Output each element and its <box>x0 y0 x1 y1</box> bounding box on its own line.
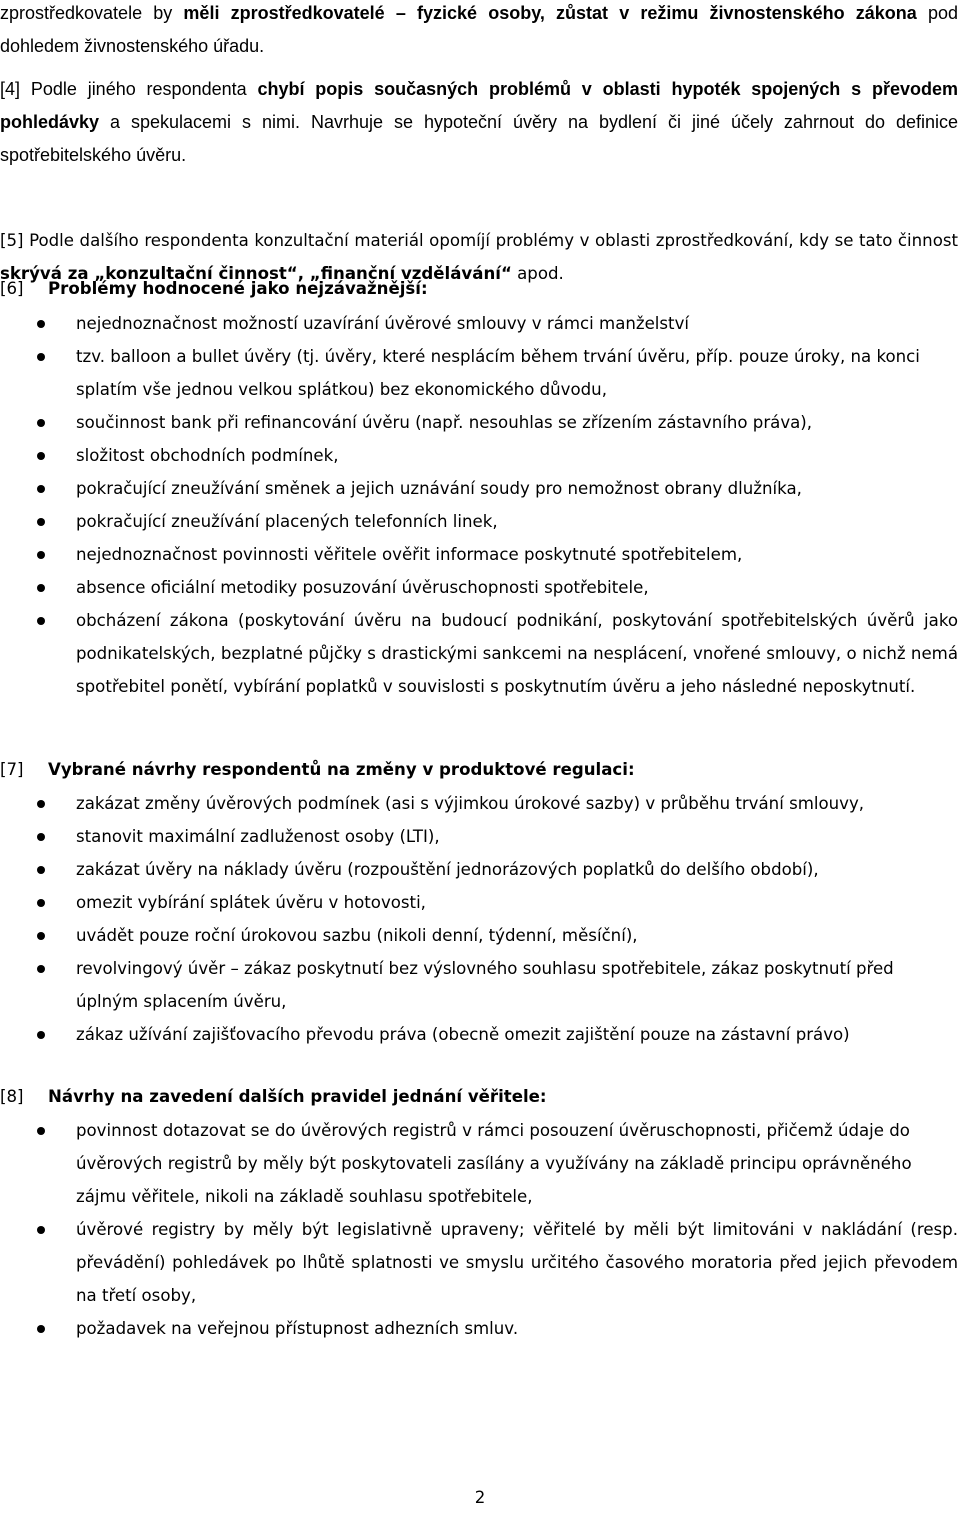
bullet-icon <box>37 1325 45 1333</box>
section-title: Vybrané návrhy respondentů na změny v produktové regulaci: <box>48 760 635 779</box>
paragraph-continuation <box>0 0 958 63</box>
section-number: [6] <box>0 279 24 298</box>
list-item-text: zákaz užívání zajišťovacího převodu práva (obecně omezit zajištění pouze na zástavní právo) <box>76 1025 850 1044</box>
list-item-text: nejednoznačnost povinnosti věřitele ověřit informace poskytnuté spotřebitelem, <box>76 545 743 564</box>
list-item <box>0 853 958 886</box>
bullet-icon <box>37 518 45 526</box>
bullet-icon <box>37 419 45 427</box>
list-item <box>0 1114 958 1213</box>
list-item <box>0 505 958 538</box>
list-item-text: povinnost dotazovat se do úvěrových registrů v rámci posouzení úvěruschopnosti, přičemž údaje do úvěrových registrů by měly být poskytovateli zasílány a využívány na základě principu oprávněného zájmu věřitele, nikoli na základě souhlasu spotřebitele, <box>76 1121 912 1206</box>
text-run: [4] Podle jiného respondenta <box>0 79 258 99</box>
list-item <box>0 820 958 853</box>
list-item <box>0 472 958 505</box>
list-item <box>0 952 958 1018</box>
list-item-text: požadavek na veřejnou přístupnost adhezních smluv. <box>76 1319 519 1338</box>
list-item <box>0 538 958 571</box>
list-item <box>0 439 958 472</box>
bold-text-run: měli zprostředkovatelé – fyzické osoby, zůstat v režimu živnostenského zákona <box>183 3 917 23</box>
bullet-icon <box>37 353 45 361</box>
list-item <box>0 1018 958 1051</box>
section-8-list <box>0 1114 958 1345</box>
section-title: Návrhy na zavedení dalších pravidel jednání věřitele: <box>48 1087 547 1106</box>
list-item-text: složitost obchodních podmínek, <box>76 446 339 465</box>
section-6-list <box>0 307 958 703</box>
bullet-icon <box>37 452 45 460</box>
list-item <box>0 406 958 439</box>
page-number: 2 <box>474 1488 486 1507</box>
list-item <box>0 919 958 952</box>
section-number: [8] <box>0 1087 24 1106</box>
bullet-icon <box>37 866 45 874</box>
list-item-text: uvádět pouze roční úrokovou sazbu (nikoli denní, týdenní, měsíční), <box>76 926 638 945</box>
list-item-text: stanovit maximální zadluženost osoby (LTI), <box>76 827 440 846</box>
text-run: apod. <box>511 264 564 283</box>
section-title: Problémy hodnocené jako nejzávažnější: <box>48 279 428 298</box>
bullet-icon <box>37 551 45 559</box>
list-item-text: pokračující zneužívání placených telefonních linek, <box>76 512 498 531</box>
list-item <box>0 1213 958 1312</box>
text-run: [5] Podle dalšího respondenta konzultační materiál opomíjí problémy v oblasti zprostředkování, kdy se tato činnost <box>0 231 958 250</box>
section-7-list <box>0 787 958 1051</box>
bullet-icon <box>37 320 45 328</box>
list-item-text: absence oficiální metodiky posuzování úvěruschopnosti spotřebitele, <box>76 578 649 597</box>
list-item-text: tzv. balloon a bullet úvěry (tj. úvěry, které nesplácím během trvání úvěru, příp. pouze úroky, na konci splatím vše jednou velkou splátkou) bez ekonomického důvodu, <box>76 347 920 399</box>
bullet-icon <box>37 584 45 592</box>
bullet-icon <box>37 965 45 973</box>
bullet-icon <box>37 899 45 907</box>
bullet-icon <box>37 617 45 625</box>
list-item-text: revolvingový úvěr – zákaz poskytnutí bez výslovného souhlasu spotřebitele, zákaz poskytnutí před úplným splacením úvěru, <box>76 959 894 1011</box>
list-item-text: omezit vybírání splátek úvěru v hotovosti, <box>76 893 426 912</box>
list-item <box>0 307 958 340</box>
bullet-icon <box>37 833 45 841</box>
list-item-text: nejednoznačnost možností uzavírání úvěrové smlouvy v rámci manželství <box>76 314 689 333</box>
list-item-text: zakázat úvěry na náklady úvěru (rozpouštění jednorázových poplatků do delšího období), <box>76 860 819 879</box>
list-item <box>0 886 958 919</box>
list-item <box>0 1312 958 1345</box>
bullet-icon <box>37 1127 45 1135</box>
bullet-icon <box>37 485 45 493</box>
list-item <box>0 604 958 703</box>
bullet-icon <box>37 932 45 940</box>
bullet-icon <box>37 1031 45 1039</box>
text-run: a spekulacemi s nimi. Navrhuje se hypoteční úvěry na bydlení či jiné účely zahrnout do definice spotřebitelského úvěru. <box>0 112 958 165</box>
bold-text-run: chybí popis současných problémů v oblasti hypoték spojených s převodem pohledávky <box>0 79 958 132</box>
bullet-icon <box>37 800 45 808</box>
list-item-text: obcházení zákona (poskytování úvěru na budoucí podnikání, poskytování spotřebitelských úvěrů jako podnikatelských, bezplatné půjčky s drastickými sankcemi na nesplácení, vnořené smlouvy, o nichž nemá spotřebitel ponětí, vybírání poplatků v souvislosti s poskytnutím úvěru a jeho následné neposkytnutí. <box>76 611 958 696</box>
list-item <box>0 571 958 604</box>
bullet-icon <box>37 1226 45 1234</box>
section-number: [7] <box>0 760 24 779</box>
list-item <box>0 787 958 820</box>
list-item-text: pokračující zneužívání směnek a jejich uznávání soudy pro nemožnost obrany dlužníka, <box>76 479 802 498</box>
list-item-text: součinnost bank při refinancování úvěru (např. nesouhlas se zřízením zástavního práva), <box>76 413 813 432</box>
paragraph-4 <box>0 73 958 172</box>
text-run: zprostředkovatele by <box>0 3 184 23</box>
text-run: pod dohledem živnostenského úřadu. <box>0 3 958 56</box>
list-item-text: úvěrové registry by měly být legislativně upraveny; věřitelé by měli být limitováni v nakládání (resp. převádění) pohledávek po lhůtě splatnosti ve smyslu určitého časového moratoria před jejich převodem na třetí osoby, <box>76 1220 958 1305</box>
list-item <box>0 340 958 406</box>
bold-text-run: skrývá za „konzultační činnost“, „finanční vzdělávání“ <box>0 264 512 283</box>
list-item-text: zakázat změny úvěrových podmínek (asi s výjimkou úrokové sazby) v průběhu trvání smlouvy, <box>76 794 865 813</box>
